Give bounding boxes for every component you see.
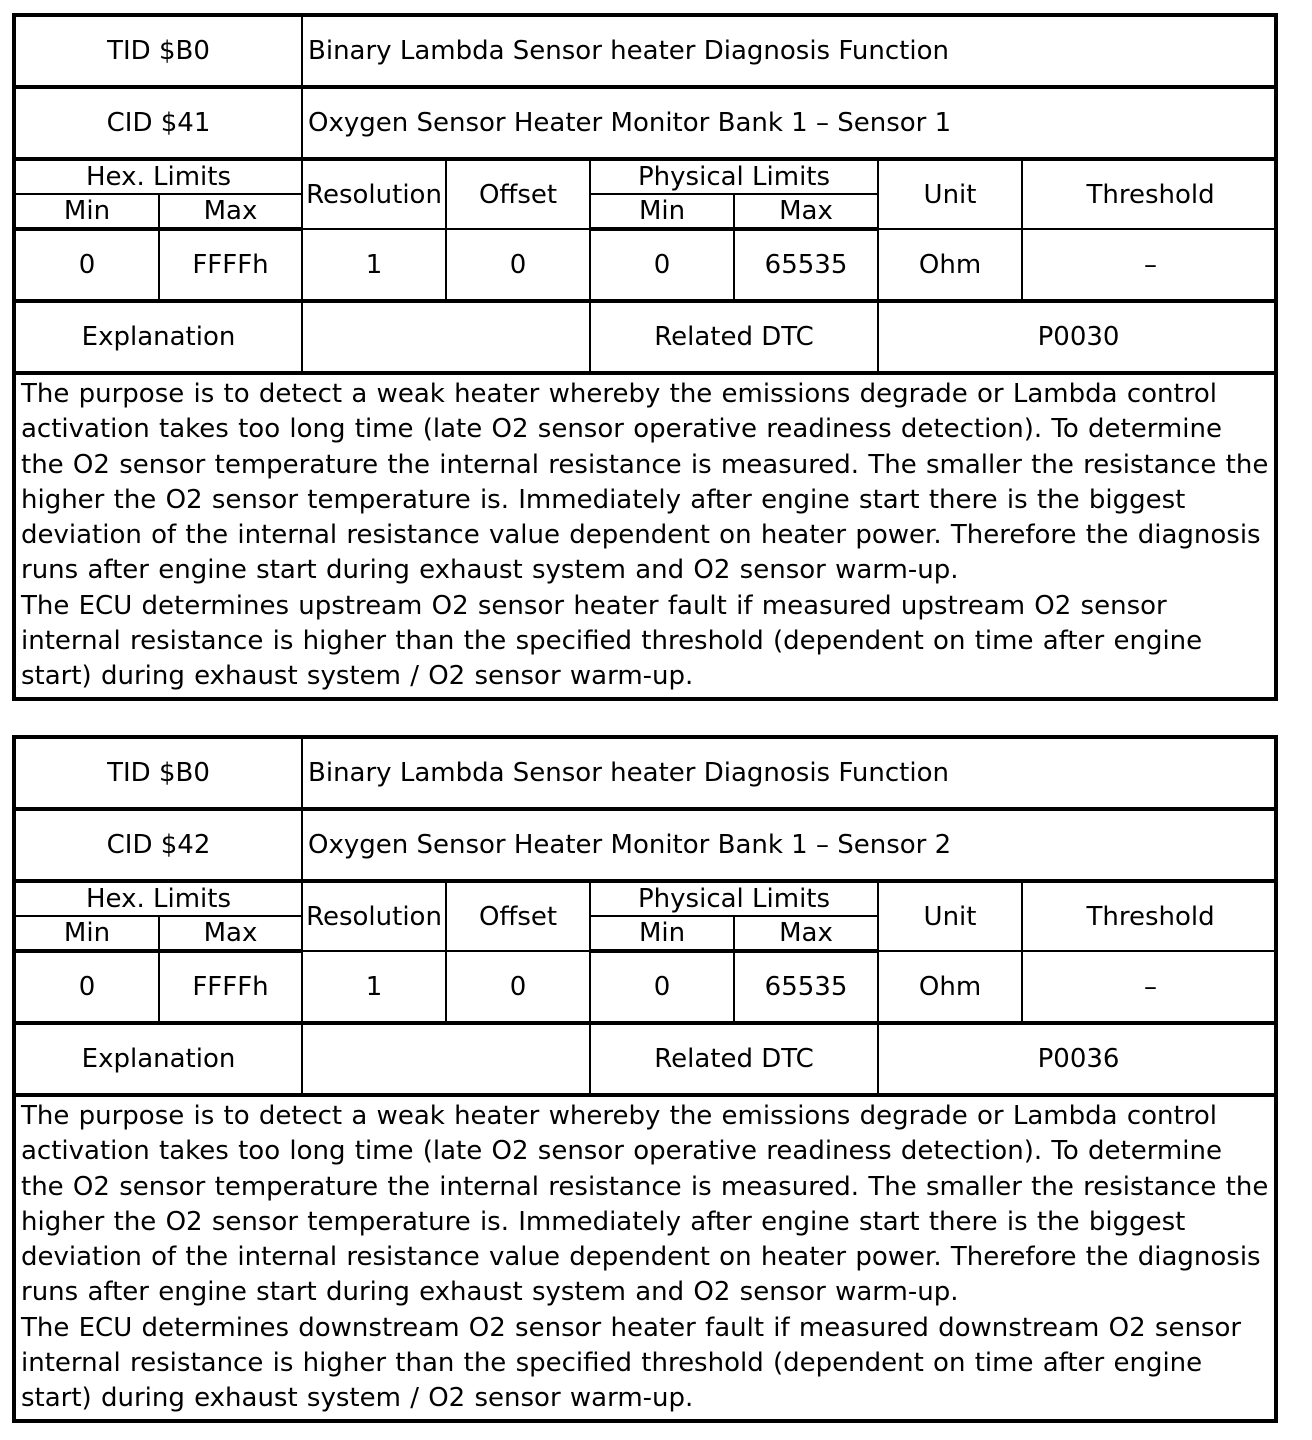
cid-row (16, 87, 1278, 159)
threshold-value: – (1022, 951, 1278, 1023)
threshold-header: Threshold (1022, 881, 1278, 951)
offset-value: 0 (446, 229, 590, 301)
unit-header: Unit (878, 159, 1022, 229)
values-row (16, 951, 1278, 1023)
description-paragraph: The ECU determines upstream O2 sensor heater fault if measured upstream O2 sensor internal resistance is higher than the specified threshold (dependent on time after engine start) during exhaust system / O2 sensor warm-up. (21, 590, 1203, 692)
phys-max-header: Max (734, 194, 878, 229)
hex-min-header: Min (16, 916, 159, 951)
phys-min-value: 0 (590, 951, 734, 1023)
physical-limits-header: Physical Limits (590, 881, 878, 916)
hex-max-value: FFFFh (159, 229, 302, 301)
tid-label: TID $B0 (16, 17, 302, 87)
monitor-spec-table-cid-42 (12, 735, 1278, 1423)
offset-header: Offset (446, 159, 590, 229)
explanation-value (302, 301, 590, 372)
resolution-value: 1 (302, 951, 446, 1023)
unit-value: Ohm (878, 229, 1022, 301)
physical-limits-header: Physical Limits (590, 159, 878, 194)
related-dtc-label: Related DTC (590, 1023, 878, 1094)
related-dtc-label: Related DTC (590, 301, 878, 372)
phys-min-header: Min (590, 916, 734, 951)
phys-min-value: 0 (590, 229, 734, 301)
cid-label: CID $41 (16, 87, 302, 159)
tid-row (16, 739, 1278, 809)
phys-max-header: Max (734, 916, 878, 951)
resolution-header: Resolution (302, 881, 446, 951)
explanation-label: Explanation (16, 301, 302, 372)
resolution-value: 1 (302, 229, 446, 301)
tid-description: Binary Lambda Sensor heater Diagnosis Function (302, 17, 1278, 87)
hex-min-header: Min (16, 194, 159, 229)
phys-max-value: 65535 (734, 229, 878, 301)
phys-min-header: Min (590, 194, 734, 229)
tid-description: Binary Lambda Sensor heater Diagnosis Function (302, 739, 1278, 809)
related-dtc-value: P0030 (878, 301, 1278, 372)
explanation-row (16, 1023, 1278, 1094)
unit-header: Unit (878, 881, 1022, 951)
offset-header: Offset (446, 881, 590, 951)
tid-row (16, 17, 1278, 87)
phys-max-value: 65535 (734, 951, 878, 1023)
explanation-value (302, 1023, 590, 1094)
hex-limits-header: Hex. Limits (16, 881, 302, 916)
hex-max-value: FFFFh (159, 951, 302, 1023)
description-text (16, 373, 1274, 695)
cid-description: Oxygen Sensor Heater Monitor Bank 1 – Sensor 2 (302, 809, 1278, 881)
explanation-label: Explanation (16, 1023, 302, 1094)
hex-min-value: 0 (16, 229, 159, 301)
threshold-header: Threshold (1022, 159, 1278, 229)
hex-max-header: Max (159, 194, 302, 229)
explanation-row (16, 301, 1278, 372)
unit-value: Ohm (878, 951, 1022, 1023)
description-paragraph: The purpose is to detect a weak heater whereby the emissions degrade or Lambda control activation takes too long time (late O2 sensor operative readiness detection). To determine the O2 sensor temperature the internal resistance is measured. The smaller the resistance the higher the O2 sensor temperature is. Immediately after engine start there is the biggest deviation of the internal resistance value dependent on heater power. Therefore the diagnosis runs after engine start during exhaust system and O2 sensor warm-up. (21, 1101, 1269, 1308)
tid-label: TID $B0 (16, 739, 302, 809)
cid-description: Oxygen Sensor Heater Monitor Bank 1 – Sensor 1 (302, 87, 1278, 159)
spec-grid (16, 17, 1278, 373)
hex-max-header: Max (159, 916, 302, 951)
cid-label: CID $42 (16, 809, 302, 881)
description-paragraph: The ECU determines downstream O2 sensor heater fault if measured downstream O2 sensor internal resistance is higher than the specified threshold (dependent on time after engine start) during exhaust system / O2 sensor warm-up. (21, 1312, 1242, 1414)
header-row-top (16, 881, 1278, 916)
values-row (16, 229, 1278, 301)
header-row-top (16, 159, 1278, 194)
offset-value: 0 (446, 951, 590, 1023)
hex-limits-header: Hex. Limits (16, 159, 302, 194)
description-paragraph: The purpose is to detect a weak heater whereby the emissions degrade or Lambda control activation takes too long time (late O2 sensor operative readiness detection). To determine the O2 sensor temperature the internal resistance is measured. The smaller the resistance the higher the O2 sensor temperature is. Immediately after engine start there is the biggest deviation of the internal resistance value dependent on heater power. Therefore the diagnosis runs after engine start during exhaust system and O2 sensor warm-up. (21, 379, 1269, 586)
cid-row (16, 809, 1278, 881)
spec-grid (16, 739, 1278, 1095)
resolution-header: Resolution (302, 159, 446, 229)
description-text (16, 1095, 1274, 1417)
monitor-spec-table-cid-41 (12, 13, 1278, 701)
hex-min-value: 0 (16, 951, 159, 1023)
related-dtc-value: P0036 (878, 1023, 1278, 1094)
threshold-value: – (1022, 229, 1278, 301)
